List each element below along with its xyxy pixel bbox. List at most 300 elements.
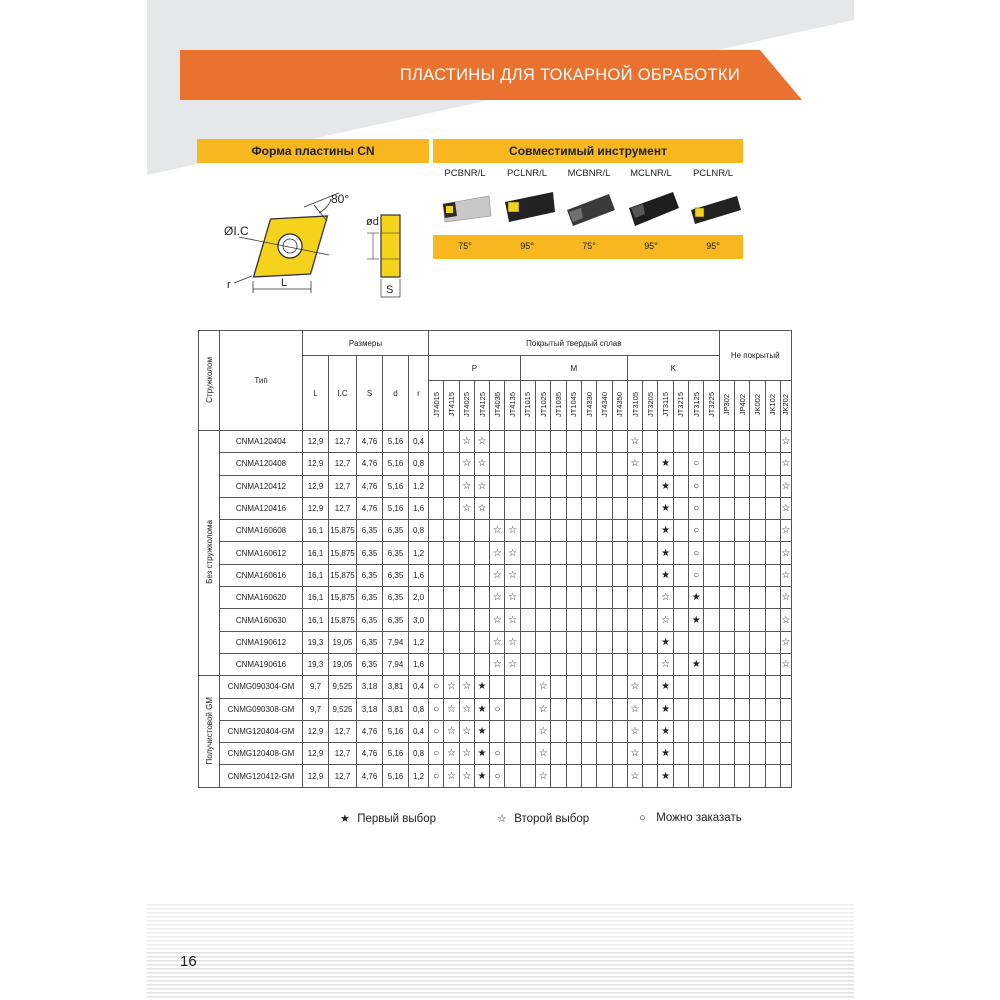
grade-cell <box>689 743 704 765</box>
grade-cell: ○ <box>490 698 505 720</box>
grade-cell <box>551 431 566 453</box>
dim-r-cell: 0,8 <box>409 743 429 765</box>
shape-bar: Форма пластины CN <box>197 139 429 163</box>
type-cell: CNMA120416 <box>220 497 303 519</box>
circle-outline-icon: ○ <box>639 812 646 824</box>
type-cell: CNMG120412-GM <box>220 765 303 787</box>
section-label: Получистовой GM <box>199 676 220 787</box>
grade-cell: ○ <box>429 676 444 698</box>
dim-r-cell: 1,2 <box>409 475 429 497</box>
grade-cell <box>627 497 642 519</box>
grade-cell: ☆ <box>474 431 489 453</box>
grade-cell <box>643 676 658 698</box>
dim-ic-cell: 12,7 <box>329 765 357 787</box>
grade-cell <box>536 564 551 586</box>
tool-angle-5: 95° <box>706 241 720 251</box>
section-label: Без стружколома <box>199 431 220 676</box>
grade-cell <box>643 765 658 787</box>
grade-cell: ☆ <box>459 720 474 742</box>
grade-header-jp302: JP302 <box>719 381 734 431</box>
grade-cell <box>673 609 688 631</box>
dim-d-cell: 6,35 <box>383 587 409 609</box>
legend-on-order <box>639 812 742 824</box>
grade-cell: ☆ <box>627 453 642 475</box>
dim-l-cell: 19,3 <box>303 631 329 653</box>
grade-cell <box>673 431 688 453</box>
grade-cell: ☆ <box>780 564 791 586</box>
grade-cell: ○ <box>429 720 444 742</box>
grade-cell <box>750 453 765 475</box>
grade-cell <box>505 475 520 497</box>
grade-cell <box>750 587 765 609</box>
grade-cell <box>581 497 596 519</box>
grade-cell <box>597 698 612 720</box>
grade-cell <box>429 453 444 475</box>
grade-cell: ☆ <box>627 676 642 698</box>
coated-header: Покрытый твердый сплав <box>429 331 720 356</box>
grade-cell: ☆ <box>536 743 551 765</box>
grade-cell <box>719 564 734 586</box>
grade-cell <box>765 676 780 698</box>
grade-cell <box>673 765 688 787</box>
grade-cell <box>444 609 459 631</box>
grade-cell: ☆ <box>459 765 474 787</box>
grade-cell <box>658 431 673 453</box>
grade-cell: ★ <box>689 609 704 631</box>
grade-cell <box>734 743 749 765</box>
grade-cell <box>734 698 749 720</box>
grade-cell <box>566 720 581 742</box>
dim-s-cell: 3,18 <box>357 698 383 720</box>
grade-cell <box>551 542 566 564</box>
grade-cell <box>505 431 520 453</box>
grade-cell <box>780 720 791 742</box>
dim-ic-cell: 15,875 <box>329 609 357 631</box>
grade-header-jt4135: JT4135 <box>505 381 520 431</box>
grade-cell <box>673 676 688 698</box>
grade-cell <box>490 431 505 453</box>
grade-cell: ☆ <box>490 587 505 609</box>
grade-cell: ☆ <box>536 765 551 787</box>
grade-cell <box>765 743 780 765</box>
dim-ic-cell: 19,05 <box>329 631 357 653</box>
dim-l-cell: 12,9 <box>303 765 329 787</box>
grade-cell <box>566 698 581 720</box>
grade-cell <box>536 653 551 675</box>
grade-cell <box>551 720 566 742</box>
grade-cell <box>429 609 444 631</box>
dim-s-cell: 6,35 <box>357 542 383 564</box>
grade-cell <box>581 676 596 698</box>
grade-cell <box>704 676 719 698</box>
dim-d-cell: 6,35 <box>383 542 409 564</box>
grade-cell <box>719 431 734 453</box>
dim-header-ic: I.C <box>329 356 357 431</box>
grade-cell <box>597 676 612 698</box>
grade-cell <box>429 564 444 586</box>
grade-header-jt4340: JT4340 <box>597 381 612 431</box>
grade-cell: ☆ <box>459 743 474 765</box>
grade-cell <box>643 653 658 675</box>
grade-cell <box>551 497 566 519</box>
grade-cell <box>765 609 780 631</box>
grade-cell: ★ <box>658 475 673 497</box>
insert-diagram <box>219 185 419 305</box>
grade-cell <box>597 609 612 631</box>
grade-cell <box>505 676 520 698</box>
grade-cell <box>643 520 658 542</box>
grade-cell <box>704 453 719 475</box>
grade-cell <box>520 542 535 564</box>
dim-r-cell: 1,6 <box>409 653 429 675</box>
dim-d-cell: 5,16 <box>383 743 409 765</box>
grade-cell <box>474 564 489 586</box>
dim-l-cell: 16,1 <box>303 609 329 631</box>
grade-cell: ★ <box>658 520 673 542</box>
grade-cell <box>643 542 658 564</box>
dim-d-cell: 3,81 <box>383 698 409 720</box>
legend-second-choice <box>497 812 589 825</box>
tool-angle-1: 75° <box>458 241 472 251</box>
dim-s-cell: 6,35 <box>357 520 383 542</box>
grade-cell <box>505 453 520 475</box>
grade-cell <box>734 720 749 742</box>
grade-cell <box>612 698 627 720</box>
grade-cell <box>765 520 780 542</box>
grade-cell <box>734 475 749 497</box>
grade-cell <box>627 520 642 542</box>
type-cell: CNMA120404 <box>220 431 303 453</box>
grade-cell <box>474 587 489 609</box>
grade-cell: ○ <box>689 564 704 586</box>
grade-cell <box>536 475 551 497</box>
chipbreaker-header: Стружколом <box>199 331 220 431</box>
table-row <box>199 631 792 653</box>
grade-cell <box>597 653 612 675</box>
footer-stripes <box>147 900 854 1000</box>
grade-header-jt3125: JT3125 <box>689 381 704 431</box>
dim-s-cell: 4,76 <box>357 497 383 519</box>
grade-cell <box>536 587 551 609</box>
grade-cell <box>750 497 765 519</box>
table-row <box>199 743 792 765</box>
grade-cell <box>627 542 642 564</box>
grade-cell <box>734 520 749 542</box>
grade-cell <box>627 609 642 631</box>
grade-cell <box>750 564 765 586</box>
grade-cell: ○ <box>490 765 505 787</box>
grade-cell <box>704 587 719 609</box>
grade-cell: ★ <box>658 743 673 765</box>
table-row <box>199 765 792 787</box>
grade-cell <box>734 542 749 564</box>
dim-header-r: r <box>409 356 429 431</box>
grade-cell <box>597 765 612 787</box>
grade-cell <box>704 765 719 787</box>
type-cell: CNMA160616 <box>220 564 303 586</box>
dim-l-cell: 9,7 <box>303 676 329 698</box>
grade-cell: ○ <box>689 520 704 542</box>
grade-cell: ☆ <box>658 653 673 675</box>
grade-cell <box>673 564 688 586</box>
grade-cell <box>520 765 535 787</box>
grade-cell <box>459 542 474 564</box>
dim-d-cell: 5,16 <box>383 765 409 787</box>
grade-cell <box>673 520 688 542</box>
dim-s-label: S <box>386 284 394 296</box>
dim-r-cell: 0,8 <box>409 520 429 542</box>
grade-cell <box>520 431 535 453</box>
grade-cell <box>520 698 535 720</box>
grade-cell <box>673 542 688 564</box>
grade-cell <box>612 631 627 653</box>
dim-d-cell: 7,94 <box>383 631 409 653</box>
grade-header-jt1035: JT1035 <box>551 381 566 431</box>
dim-l-cell: 12,9 <box>303 431 329 453</box>
grade-cell <box>444 475 459 497</box>
grade-cell <box>597 453 612 475</box>
grade-header-jt4115: JT4115 <box>444 381 459 431</box>
grade-cell: ☆ <box>505 587 520 609</box>
table-row <box>199 542 792 564</box>
grade-cell <box>444 587 459 609</box>
grade-cell <box>551 765 566 787</box>
grade-cell: ☆ <box>490 564 505 586</box>
grade-cell <box>643 720 658 742</box>
page-title: ПЛАСТИНЫ ДЛЯ ТОКАРНОЙ ОБРАБОТКИ <box>399 66 740 84</box>
grade-cell: ★ <box>658 542 673 564</box>
grade-header-jk102: JK102 <box>765 381 780 431</box>
dim-d-cell: 6,35 <box>383 609 409 631</box>
type-cell: CNMG120408-GM <box>220 743 303 765</box>
grade-cell: ☆ <box>658 609 673 631</box>
dim-s-cell: 4,76 <box>357 765 383 787</box>
grade-cell <box>444 631 459 653</box>
dim-header-l: L <box>303 356 329 431</box>
tool-name-1: PCBNR/L <box>444 168 486 179</box>
grade-cell: ☆ <box>505 542 520 564</box>
dim-d-cell: 3,81 <box>383 676 409 698</box>
grade-cell <box>765 431 780 453</box>
grade-cell <box>612 653 627 675</box>
grade-cell <box>490 676 505 698</box>
dim-d-cell: 5,16 <box>383 453 409 475</box>
grade-cell: ☆ <box>459 475 474 497</box>
grade-cell <box>581 542 596 564</box>
grade-cell <box>673 653 688 675</box>
grade-cell <box>780 765 791 787</box>
dim-l-cell: 12,9 <box>303 475 329 497</box>
grade-cell: ★ <box>658 453 673 475</box>
dim-ic-cell: 15,875 <box>329 564 357 586</box>
grade-cell <box>612 520 627 542</box>
grade-cell <box>536 542 551 564</box>
grade-cell <box>444 564 459 586</box>
type-cell: CNMA160612 <box>220 542 303 564</box>
grade-cell <box>643 698 658 720</box>
grade-cell: ☆ <box>490 631 505 653</box>
grade-cell <box>765 698 780 720</box>
grade-cell <box>551 676 566 698</box>
star-filled-icon: ★ <box>340 813 350 825</box>
grade-cell <box>597 475 612 497</box>
uncoated-header: Не покрытый <box>719 331 791 381</box>
grade-cell: ○ <box>490 743 505 765</box>
dim-ic-cell: 12,7 <box>329 497 357 519</box>
grade-header-jt1045: JT1045 <box>566 381 581 431</box>
grade-cell <box>520 497 535 519</box>
grade-cell <box>597 520 612 542</box>
grade-cell <box>750 542 765 564</box>
dim-l-cell: 19,3 <box>303 653 329 675</box>
legend-label: Можно заказать <box>656 812 742 824</box>
grade-cell: ☆ <box>444 743 459 765</box>
dim-ic-cell: 9,525 <box>329 698 357 720</box>
dim-ic-label: ØI.C <box>224 224 249 238</box>
grade-header-jt3115: JT3115 <box>658 381 673 431</box>
grade-cell <box>689 720 704 742</box>
dim-s-cell: 4,76 <box>357 475 383 497</box>
grade-cell <box>459 564 474 586</box>
grade-cell <box>566 431 581 453</box>
tool-angle-3: 75° <box>582 241 596 251</box>
grade-cell <box>490 453 505 475</box>
dim-s-cell: 4,76 <box>357 453 383 475</box>
tool-bar: Совместимый инструмент <box>433 139 743 163</box>
grade-cell <box>734 497 749 519</box>
grade-cell: ☆ <box>780 609 791 631</box>
grade-cell <box>551 564 566 586</box>
grade-cell <box>704 431 719 453</box>
grade-cell <box>765 587 780 609</box>
grade-cell: ☆ <box>780 520 791 542</box>
grade-cell <box>719 765 734 787</box>
grade-cell <box>750 431 765 453</box>
grade-cell <box>673 587 688 609</box>
grade-cell <box>734 453 749 475</box>
grade-cell: ☆ <box>490 520 505 542</box>
grade-cell <box>520 564 535 586</box>
dim-s-cell: 6,35 <box>357 564 383 586</box>
grade-cell <box>643 631 658 653</box>
grade-cell <box>765 475 780 497</box>
grade-header-jt3225: JT3225 <box>704 381 719 431</box>
grade-cell: ○ <box>689 497 704 519</box>
dim-d-cell: 6,35 <box>383 564 409 586</box>
grade-cell <box>429 653 444 675</box>
dim-l-cell: 12,9 <box>303 497 329 519</box>
grade-cell <box>765 720 780 742</box>
grade-cell <box>505 765 520 787</box>
table-row <box>199 564 792 586</box>
grade-cell <box>643 497 658 519</box>
grade-cell <box>520 631 535 653</box>
dim-header-s: S <box>357 356 383 431</box>
grade-cell <box>780 698 791 720</box>
grade-cell <box>551 453 566 475</box>
grade-cell <box>734 609 749 631</box>
grade-cell <box>673 497 688 519</box>
dim-s-cell: 6,35 <box>357 631 383 653</box>
grade-cell <box>536 631 551 653</box>
grade-header-jt4330: JT4330 <box>581 381 596 431</box>
grade-cell <box>474 631 489 653</box>
grade-cell <box>566 653 581 675</box>
grade-cell <box>765 564 780 586</box>
dim-r-cell: 1,2 <box>409 631 429 653</box>
grade-cell <box>520 453 535 475</box>
grade-cell: ☆ <box>627 698 642 720</box>
dim-ic-cell: 12,7 <box>329 431 357 453</box>
grade-cell: ☆ <box>459 431 474 453</box>
grade-cell <box>490 497 505 519</box>
grade-cell: ☆ <box>474 453 489 475</box>
grade-cell: ☆ <box>505 631 520 653</box>
type-cell: CNMA160620 <box>220 587 303 609</box>
grade-cell <box>627 587 642 609</box>
grade-cell: ☆ <box>780 475 791 497</box>
grade-cell: ★ <box>658 698 673 720</box>
grade-cell <box>581 609 596 631</box>
grade-cell <box>750 743 765 765</box>
catalog-page <box>147 0 854 1000</box>
grade-cell <box>566 564 581 586</box>
grade-cell: ☆ <box>780 631 791 653</box>
type-header: Тип <box>220 331 303 431</box>
grade-cell: ☆ <box>459 698 474 720</box>
grade-cell <box>734 587 749 609</box>
grade-cell <box>612 720 627 742</box>
grade-cell: ☆ <box>444 720 459 742</box>
tool-pclnr-image-2 <box>687 188 743 230</box>
grade-cell <box>704 653 719 675</box>
dim-s-cell: 4,76 <box>357 743 383 765</box>
grade-cell <box>474 609 489 631</box>
grade-cell: ☆ <box>459 497 474 519</box>
grade-cell: ★ <box>474 698 489 720</box>
table-row <box>199 698 792 720</box>
type-cell: CNMA120408 <box>220 453 303 475</box>
dim-r-label: r <box>227 279 231 291</box>
grade-cell <box>459 631 474 653</box>
grade-cell: ★ <box>658 497 673 519</box>
table-row <box>199 431 792 453</box>
grade-cell <box>719 609 734 631</box>
grade-cell <box>765 631 780 653</box>
grade-cell: ★ <box>658 564 673 586</box>
grade-cell: ★ <box>474 765 489 787</box>
grade-cell: ☆ <box>627 765 642 787</box>
grade-cell <box>429 475 444 497</box>
tool-name-4: MCLNR/L <box>630 168 672 179</box>
dim-ic-cell: 12,7 <box>329 475 357 497</box>
table-row <box>199 475 792 497</box>
table-row <box>199 720 792 742</box>
grade-cell <box>704 564 719 586</box>
grade-cell <box>536 520 551 542</box>
grade-cell: ☆ <box>444 765 459 787</box>
grade-cell <box>612 676 627 698</box>
legend-label: Второй выбор <box>514 813 590 825</box>
angle-label: 80° <box>331 192 350 206</box>
grade-cell <box>750 765 765 787</box>
dim-r-cell: 1,6 <box>409 497 429 519</box>
grade-cell: ○ <box>689 475 704 497</box>
type-cell: CNMG090304-GM <box>220 676 303 698</box>
grade-cell <box>673 631 688 653</box>
grade-cell <box>704 743 719 765</box>
dim-ic-cell: 19,05 <box>329 653 357 675</box>
